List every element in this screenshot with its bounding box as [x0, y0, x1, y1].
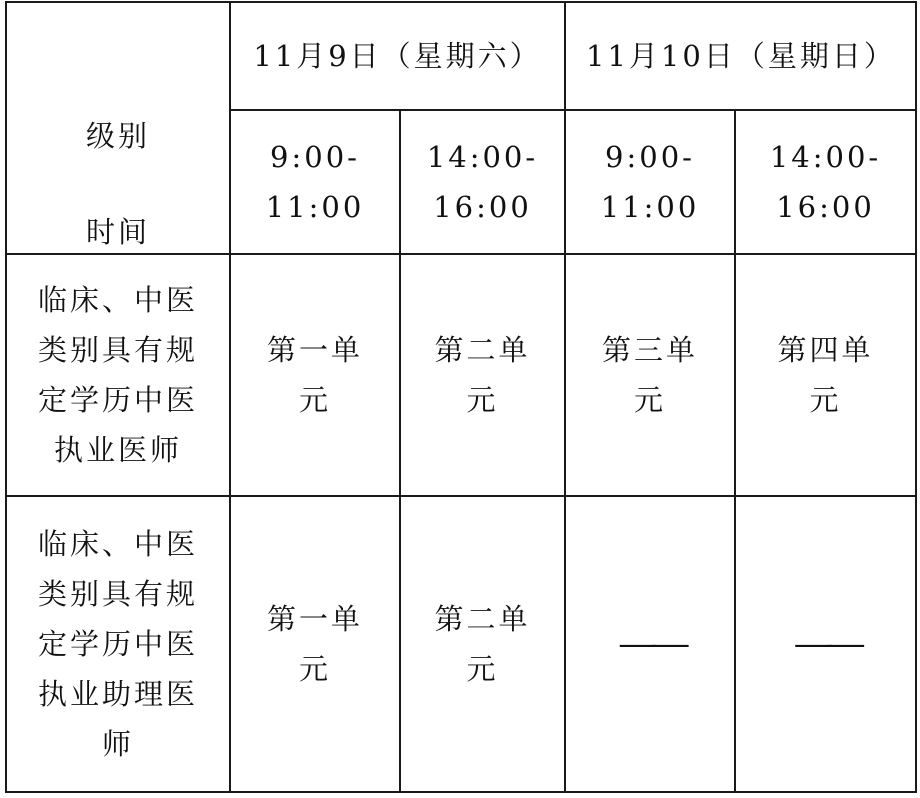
category-cell — [6, 496, 230, 792]
unit-cell — [565, 254, 735, 496]
slot-label: 14:00-16:00 — [426, 140, 539, 224]
category-cell — [6, 254, 230, 496]
unit-label: 第四单元 — [777, 333, 874, 417]
unit-cell — [230, 496, 400, 792]
category-label: 临床、中医类别具有规定学历中医执业医师 — [37, 283, 198, 467]
dash-label: —— — [793, 627, 858, 661]
slot-cell — [565, 110, 735, 254]
unit-cell — [400, 254, 565, 496]
slot-label: 9:00-11:00 — [265, 140, 365, 224]
unit-label: 第三单元 — [602, 333, 699, 417]
header-row-dates — [6, 2, 916, 110]
slot-cell — [735, 110, 916, 254]
category-label: 临床、中医类别具有规定学历中医执业助理医师 — [37, 527, 198, 761]
day1-header — [230, 2, 565, 110]
unit-label: 第一单元 — [266, 333, 363, 417]
day2-label: 11月10日（星期日） — [586, 39, 896, 73]
corner-cell — [6, 2, 230, 254]
unit-cell — [230, 254, 400, 496]
dash-label: —— — [617, 627, 683, 661]
level-label: 级别 — [85, 119, 150, 153]
slot-cell — [230, 110, 400, 254]
unit-cell — [735, 254, 916, 496]
unit-label: 第二单元 — [434, 333, 531, 417]
exam-schedule-table — [5, 1, 917, 793]
slot-label: 14:00-16:00 — [769, 140, 882, 224]
time-label: 时间 — [85, 215, 150, 249]
day1-label: 11月9日（星期六） — [253, 39, 542, 73]
unit-label: 第二单元 — [434, 602, 531, 686]
day2-header — [565, 2, 916, 110]
unit-cell — [735, 496, 916, 792]
table-row — [6, 254, 916, 496]
slot-label: 9:00-11:00 — [600, 140, 700, 224]
table-row — [6, 496, 916, 792]
unit-label: 第一单元 — [266, 602, 363, 686]
slot-cell — [400, 110, 565, 254]
